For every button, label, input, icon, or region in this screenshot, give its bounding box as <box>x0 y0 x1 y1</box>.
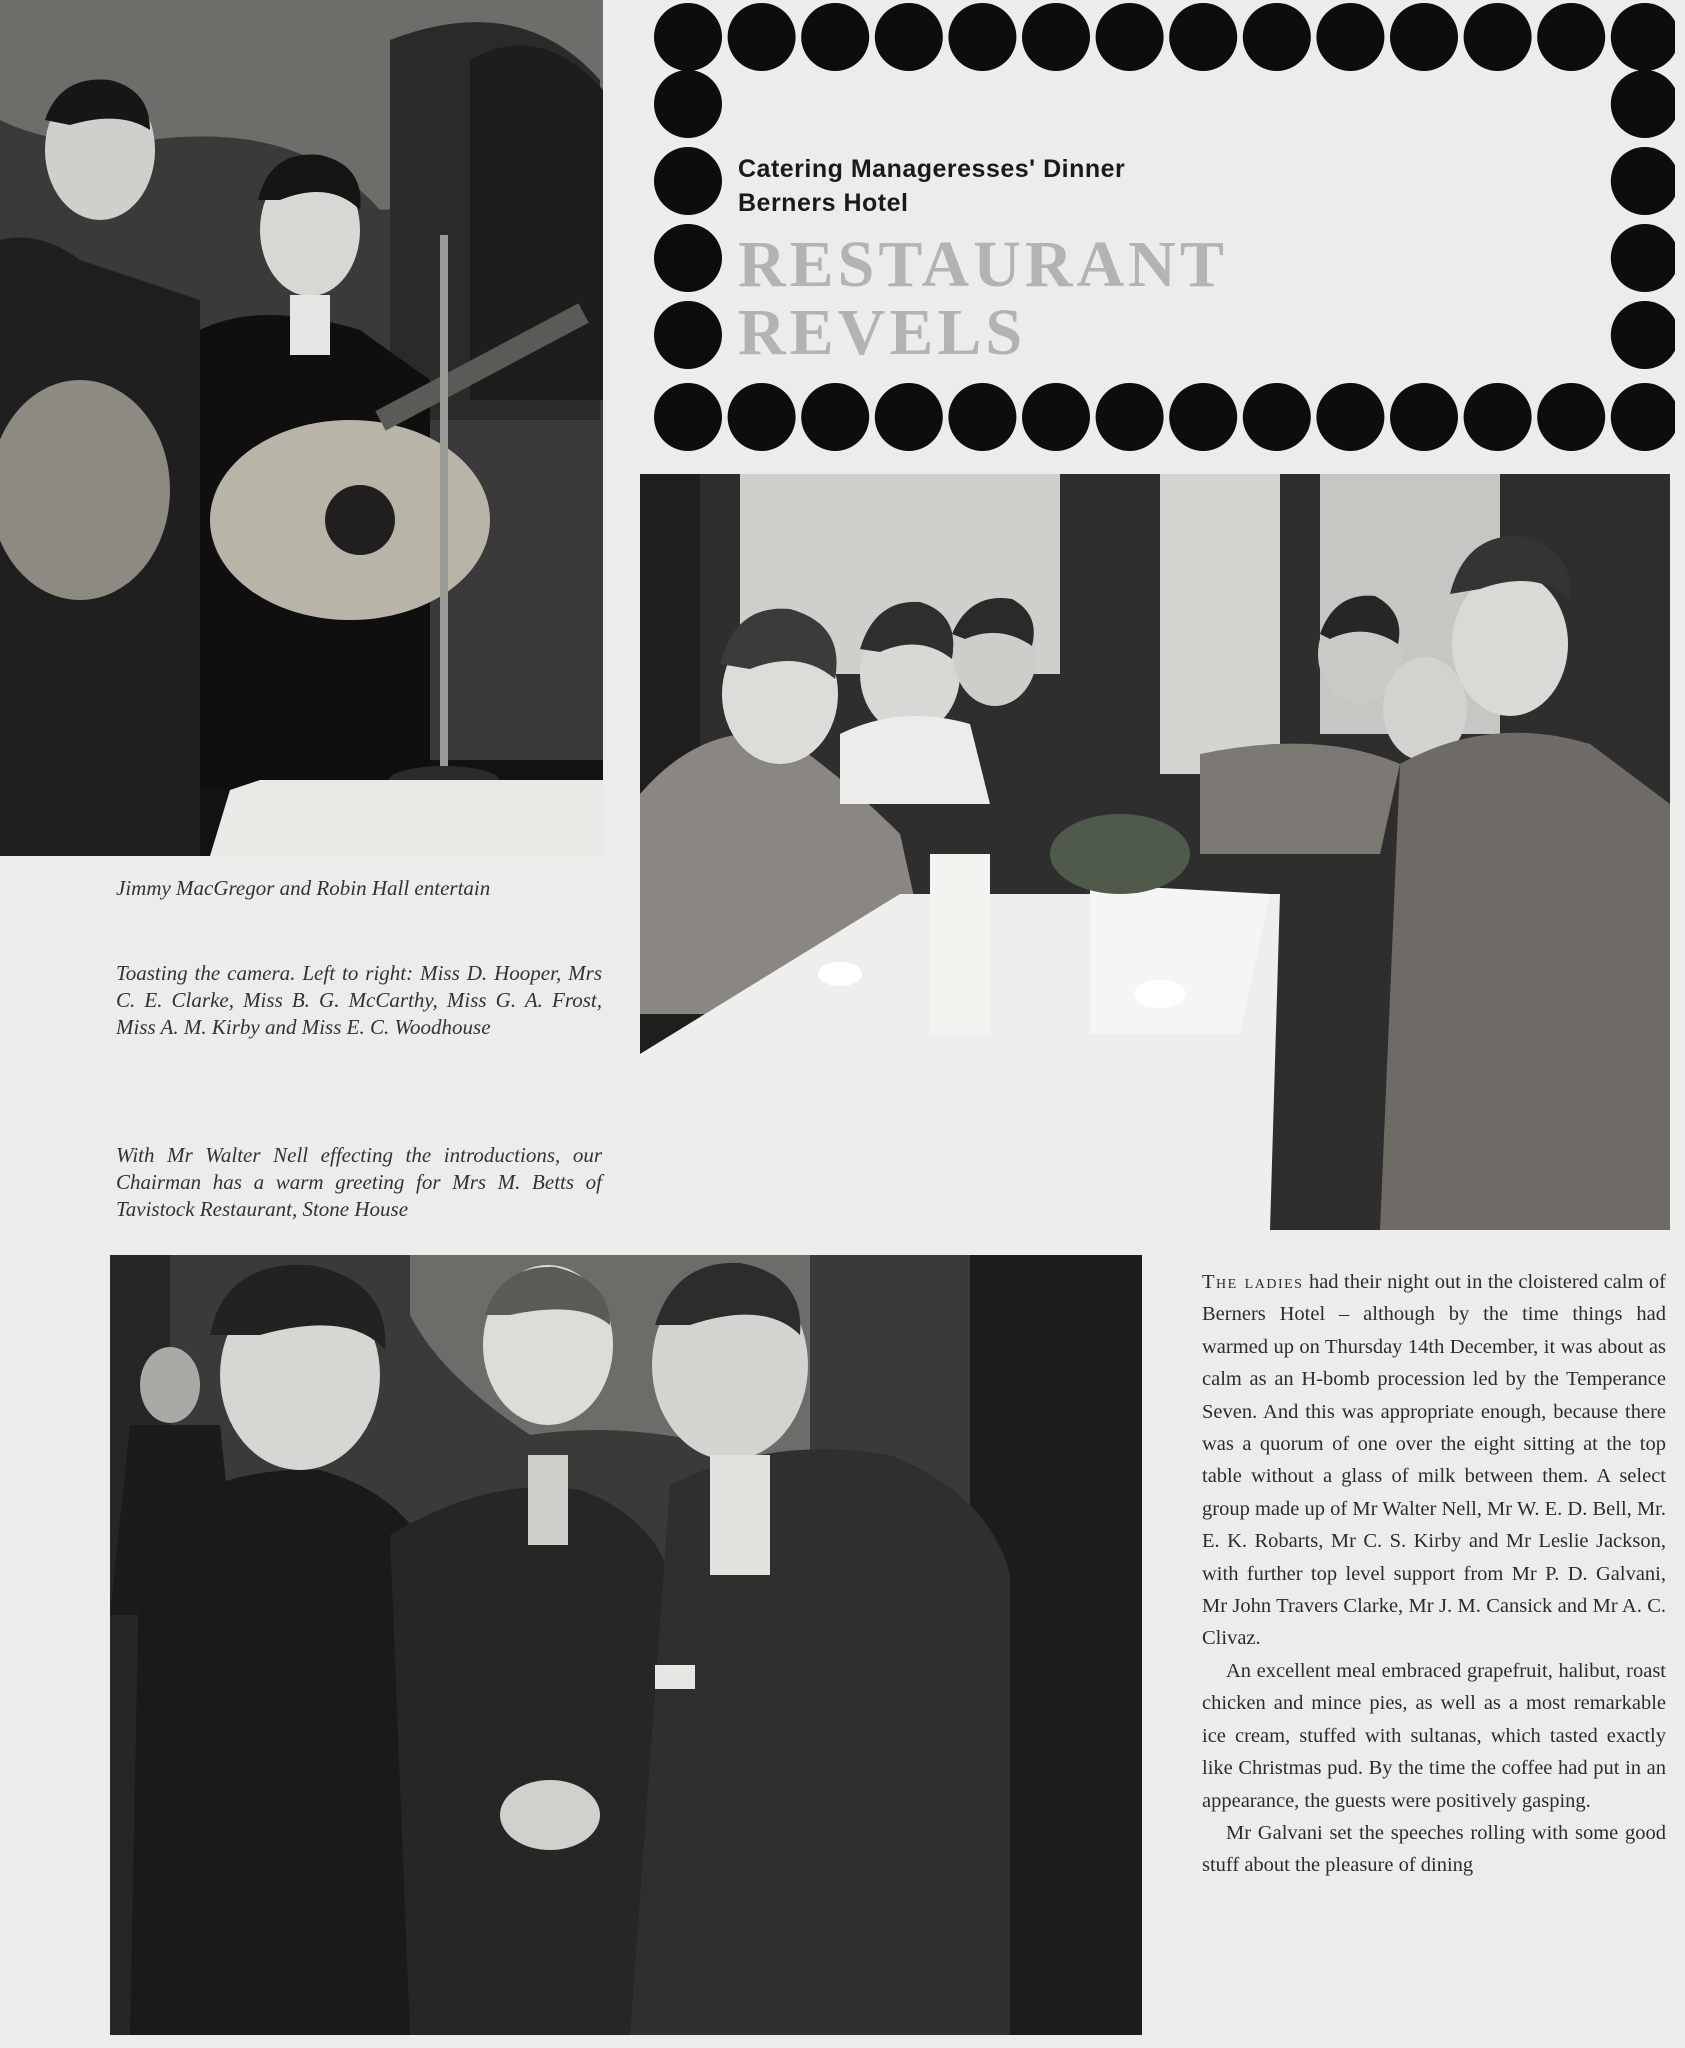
decor-dot <box>801 383 869 451</box>
decor-dot <box>1316 383 1384 451</box>
decor-dot <box>728 3 796 71</box>
decor-dot <box>801 3 869 71</box>
decor-dot <box>728 383 796 451</box>
decor-dot <box>1390 3 1458 71</box>
decor-dot <box>654 3 722 71</box>
article-paragraph-1 <box>1202 1266 1666 1655</box>
decor-dot <box>1022 383 1090 451</box>
decor-dot <box>948 383 1016 451</box>
decor-dot <box>1169 383 1237 451</box>
article-paragraph-2: An excellent meal embraced grapefruit, halibut, roast chicken and mince pies, as well as a most remarkable ice cream, stuffed with sultanas, which tasted exactly like Christmas pud. By the time the coffee had put in an appearance, the guests were positively gasping. <box>1202 1659 1666 1812</box>
photo-toast <box>640 474 1670 1230</box>
article-paragraph-3: Mr Galvani set the speeches rolling with some good stuff about the pleasure of dining <box>1202 1821 1666 1877</box>
caption-greeting: With Mr Walter Nell effecting the introductions, our Chairman has a warm greeting for Mrs M. Betts of Tavistock Restaurant, Stone House <box>116 1143 602 1221</box>
decor-dot <box>1096 383 1164 451</box>
decor-dot <box>1537 383 1605 451</box>
decor-dot <box>1169 3 1237 71</box>
decor-dot <box>1096 3 1164 71</box>
decor-dot <box>654 224 722 292</box>
decor-dot <box>1611 70 1675 138</box>
decor-dot <box>1464 383 1532 451</box>
decor-dot <box>1611 3 1675 71</box>
header-subtitle-2: Berners Hotel <box>738 189 909 217</box>
decor-dot <box>654 301 722 369</box>
decor-dot <box>1390 383 1458 451</box>
decor-dot <box>1243 383 1311 451</box>
decor-dot <box>1611 147 1675 215</box>
caption-toast: Toasting the camera. Left to right: Miss D. Hooper, Mrs C. E. Clarke, Miss B. G. McCarthy, Miss G. A. Frost, Miss A. M. Kirby and Miss E. C. Woodhouse <box>116 961 602 1039</box>
decor-dot <box>1611 224 1675 292</box>
page-title-line-2: REVELS <box>738 296 1027 369</box>
decor-dot <box>654 383 722 451</box>
article-paragraph-1-text: had their night out in the cloistered calm of Berners Hotel – although by the time things had warmed up on Thursday 14th December, it was about as calm as an H-bomb procession led by the Temperance Seven. And this was appropriate enough, because there was a quorum of one over the eight sitting at the top table without a glass of milk between them. A select group made up of Mr Walter Nell, Mr W. E. D. Bell, Mr. E. K. Robarts, Mr C. S. Kirby and Mr Leslie Jackson, with further top level support from Mr P. D. Galvani, Mr John Travers Clarke, Mr J. M. Cansick and Mr A. C. Clivaz. <box>1202 1271 1666 1650</box>
decor-dot <box>948 3 1016 71</box>
article-body <box>1202 1266 1666 1882</box>
decor-dot <box>654 70 722 138</box>
photo-singers <box>0 0 603 856</box>
decor-dot <box>1022 3 1090 71</box>
page-title-line-1: RESTAURANT <box>738 228 1228 301</box>
decor-dot <box>1316 3 1384 71</box>
header-subtitle-1: Catering Manageresses' Dinner <box>738 155 1126 183</box>
decor-dot <box>1464 3 1532 71</box>
caption-singers: Jimmy MacGregor and Robin Hall entertain <box>116 876 491 900</box>
decor-dot <box>875 383 943 451</box>
decor-dot <box>654 147 722 215</box>
decor-dot <box>1611 383 1675 451</box>
decor-dot <box>1611 301 1675 369</box>
decor-dot <box>1243 3 1311 71</box>
decor-dot <box>875 3 943 71</box>
photo-handshake <box>110 1255 1142 2035</box>
decor-dot <box>1537 3 1605 71</box>
article-lead: The ladies <box>1202 1271 1304 1293</box>
